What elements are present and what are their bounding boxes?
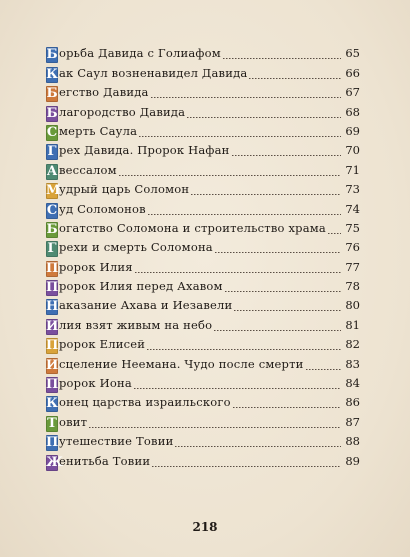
dot-leader: [135, 272, 341, 273]
dot-leader: [139, 136, 341, 137]
toc-entry: [46, 277, 360, 296]
toc-entry-page: 66: [345, 65, 360, 80]
drop-cap-initial: Т: [47, 415, 57, 431]
drop-cap-initial: К: [46, 396, 58, 412]
toc-entry-page: 80: [345, 298, 360, 313]
drop-cap-initial: Ж: [46, 454, 64, 470]
toc-entry-title: ророк Илия: [59, 259, 133, 274]
toc-entry-title: лия взят живым на небо: [59, 317, 213, 332]
toc-entry-page: 81: [345, 317, 360, 332]
dot-leader: [175, 446, 341, 447]
drop-cap-initial: П: [46, 435, 59, 451]
drop-cap-initial: П: [46, 377, 59, 393]
drop-cap-initial: П: [46, 280, 59, 296]
toc-entry-page: 69: [345, 123, 360, 138]
toc-entry: [46, 44, 360, 63]
toc-entry-title: уд Соломонов: [59, 201, 146, 216]
dot-leader: [151, 97, 341, 98]
drop-cap-initial: Б: [46, 105, 58, 121]
toc-entry-title: ророк Елисей: [59, 337, 146, 352]
dot-leader: [215, 252, 341, 253]
dot-leader: [152, 466, 341, 467]
toc-entry-title: егство Давида: [59, 85, 149, 100]
toc-entry: [46, 432, 360, 451]
toc-entry-page: 75: [345, 220, 360, 235]
toc-entry-page: 77: [345, 259, 360, 274]
dot-leader: [134, 388, 341, 389]
toc-entry-title: онец царства израильского: [59, 395, 231, 410]
drop-cap-initial: М: [46, 183, 61, 199]
toc-entry-page: 87: [345, 414, 360, 429]
dot-leader: [119, 175, 341, 176]
dot-leader: [232, 155, 341, 156]
toc-entry: [46, 451, 360, 470]
toc-entry: [46, 219, 360, 238]
toc-entry-page: 73: [345, 182, 360, 197]
dot-leader: [214, 330, 341, 331]
drop-cap-initial: И: [46, 318, 59, 334]
toc-entry: [46, 141, 360, 160]
dot-leader: [233, 407, 341, 408]
page-number: 218: [192, 520, 218, 534]
toc-entry-title: ророк Илия перед Ахавом: [59, 279, 223, 294]
dot-leader: [249, 78, 341, 79]
dot-leader: [234, 310, 341, 311]
toc-entry-title: ророк Иона: [59, 376, 132, 391]
toc-entry-title: овит: [59, 414, 88, 429]
drop-cap-initial: Г: [47, 144, 57, 160]
toc-entry-title: утешествие Товии: [59, 434, 174, 449]
toc-entry: [46, 238, 360, 257]
toc-entry-title: аказание Ахава и Иезавели: [59, 298, 233, 313]
toc-entry-page: 71: [345, 162, 360, 177]
toc-entry: [46, 199, 360, 218]
toc-entry-page: 82: [345, 337, 360, 352]
toc-entry: [46, 412, 360, 431]
toc-entry: [46, 354, 360, 373]
toc-entry: [46, 296, 360, 315]
toc-entry-title: удрый царь Соломон: [59, 182, 190, 197]
toc-entry-title: рех Давида. Пророк Нафан: [59, 143, 230, 158]
toc-entry-page: 76: [345, 240, 360, 255]
toc-entry-page: 65: [345, 46, 360, 61]
dot-leader: [89, 427, 341, 428]
drop-cap-initial: Г: [47, 241, 57, 257]
toc-entry-title: орьба Давида с Голиафом: [59, 46, 221, 61]
toc-entry: [46, 102, 360, 121]
drop-cap-initial: И: [46, 357, 59, 373]
drop-cap-initial: Н: [46, 299, 59, 315]
toc-entry-page: 88: [345, 434, 360, 449]
drop-cap-initial: К: [46, 66, 58, 82]
toc-entry-page: 78: [345, 279, 360, 294]
toc-entry: [46, 393, 360, 412]
toc-entry: [46, 83, 360, 102]
drop-cap-initial: А: [46, 163, 58, 179]
dot-leader: [225, 291, 341, 292]
toc-entry-title: мерть Саула: [59, 123, 138, 138]
toc-entry-title: рехи и смерть Соломона: [59, 240, 213, 255]
drop-cap-initial: С: [46, 124, 58, 140]
dot-leader: [187, 117, 341, 118]
toc-entry-page: 84: [345, 376, 360, 391]
toc-entry-page: 67: [345, 85, 360, 100]
dot-leader: [147, 349, 341, 350]
drop-cap-initial: Б: [46, 221, 58, 237]
dot-leader: [191, 194, 341, 195]
toc-entry-title: ак Саул возненавидел Давида: [59, 65, 248, 80]
toc-entry: [46, 63, 360, 82]
toc-entry-title: огатство Соломона и строительство храма: [59, 220, 326, 235]
toc-entry: [46, 160, 360, 179]
drop-cap-initial: С: [46, 202, 58, 218]
toc-entry: [46, 315, 360, 334]
toc-entry-page: 83: [345, 356, 360, 371]
toc-entry: [46, 180, 360, 199]
dot-leader: [148, 214, 341, 215]
toc-entry-title: лагородство Давида: [59, 104, 186, 119]
toc-entry: [46, 257, 360, 276]
toc-entry-title: вессалом: [59, 162, 117, 177]
toc-entry: [46, 122, 360, 141]
dot-leader: [223, 58, 341, 59]
table-of-contents: [46, 44, 360, 471]
toc-entry-page: 86: [345, 395, 360, 410]
drop-cap-initial: П: [46, 338, 59, 354]
toc-entry-title: енитьба Товии: [59, 453, 151, 468]
drop-cap-initial: П: [46, 260, 59, 276]
toc-entry-page: 89: [345, 453, 360, 468]
toc-entry: [46, 335, 360, 354]
toc-entry: [46, 374, 360, 393]
toc-entry-page: 70: [345, 143, 360, 158]
toc-entry-page: 68: [345, 104, 360, 119]
toc-entry-page: 74: [345, 201, 360, 216]
drop-cap-initial: Б: [46, 86, 58, 102]
dot-leader: [328, 233, 341, 234]
toc-entry-title: сцеление Неемана. Чудо после смерти: [59, 356, 304, 371]
drop-cap-initial: Б: [46, 47, 58, 63]
dot-leader: [306, 369, 341, 370]
